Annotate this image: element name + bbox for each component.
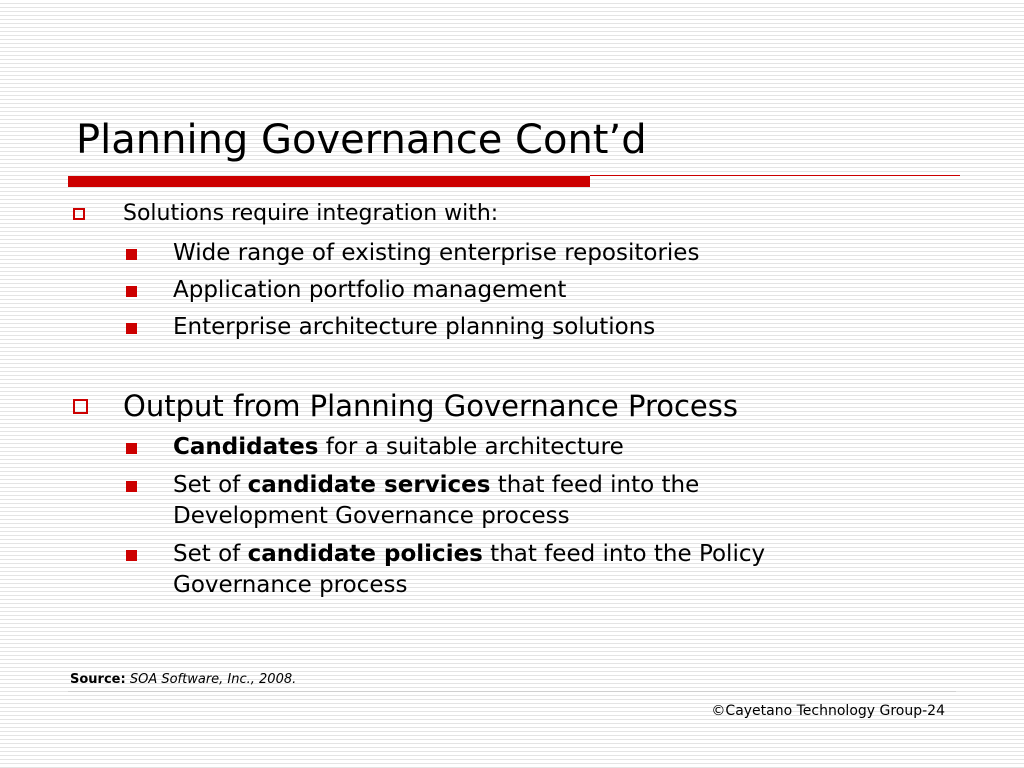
bullet-enterprise-repositories: Wide range of existing enterprise repositories <box>173 240 700 266</box>
bullet-candidate-policies-line2: Governance process <box>173 572 408 598</box>
bullet-candidates <box>173 432 624 463</box>
hollow-square-bullet-icon <box>73 208 85 220</box>
bullet-integration-heading: Solutions require integration with: <box>123 201 499 226</box>
filled-square-bullet-icon <box>126 249 137 260</box>
bullet-rest: that feed into the <box>490 472 700 498</box>
source-text: SOA Software, Inc., 2008. <box>129 672 297 687</box>
bullet-pre: Set of <box>173 472 248 498</box>
filled-square-bullet-icon <box>126 323 137 334</box>
slide-title: Planning Governance Cont’d <box>76 117 647 163</box>
filled-square-bullet-icon <box>126 550 137 561</box>
bullet-pre: Set of <box>173 541 248 567</box>
filled-square-bullet-icon <box>126 443 137 454</box>
source-label: Source: <box>70 672 126 687</box>
footer-copyright: ©Cayetano Technology Group-24 <box>711 703 945 719</box>
title-underline-thick <box>68 176 590 187</box>
bullet-rest: that feed into the Policy <box>482 541 766 567</box>
bullet-architecture-planning: Enterprise architecture planning solutions <box>173 314 656 340</box>
hollow-square-bullet-icon <box>73 399 88 414</box>
bullet-output-heading: Output from Planning Governance Process <box>123 389 738 423</box>
bullet-candidate-services <box>173 470 699 501</box>
bold-term: candidate services <box>247 472 491 498</box>
bullet-application-portfolio: Application portfolio management <box>173 277 567 303</box>
title-underline-thin <box>590 175 960 176</box>
bold-term: candidate policies <box>247 541 483 567</box>
bullet-candidate-services-line2: Development Governance process <box>173 503 570 529</box>
filled-square-bullet-icon <box>126 481 137 492</box>
bold-term: Candidates <box>173 434 319 460</box>
footer-divider <box>68 691 956 692</box>
source-citation <box>70 672 296 687</box>
filled-square-bullet-icon <box>126 286 137 297</box>
bullet-rest: for a suitable architecture <box>318 434 624 460</box>
bullet-candidate-policies <box>173 539 765 570</box>
